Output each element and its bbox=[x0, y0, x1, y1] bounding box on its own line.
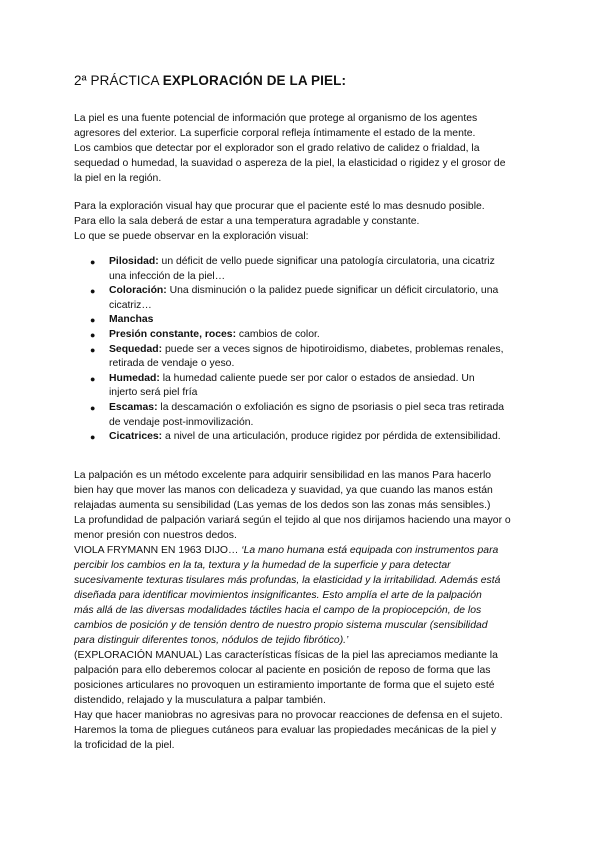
title-prefix: 2ª PRÁCTICA bbox=[74, 73, 163, 88]
bullet-icon: ● bbox=[90, 286, 96, 297]
bullet-icon: ● bbox=[90, 402, 96, 413]
bullet-term: Coloración: bbox=[109, 285, 167, 297]
bullet-icon: ● bbox=[90, 373, 96, 384]
bullet-text: puede ser a veces signos de hipotiroidismo, diabetes, problemas renales, bbox=[162, 343, 504, 355]
title-bold: EXPLORACIÓN DE LA PIEL: bbox=[162, 73, 347, 88]
list-item bbox=[90, 255, 530, 284]
list-item bbox=[90, 343, 530, 372]
list-item bbox=[90, 328, 530, 343]
bullet-text: la humedad caliente puede ser por calor o estados de ansiedad. Un bbox=[159, 372, 475, 384]
list-item bbox=[90, 372, 530, 401]
quote-text: cambios de posición y de tensión dentro de nuestro propio sistema muscular (sensibilidad bbox=[74, 620, 488, 631]
bullet-text: de vendaje post-inmovilización. bbox=[109, 416, 254, 428]
bullet-text: la descamación o exfoliación es signo de psoriasis o piel seca tras retirada bbox=[157, 401, 505, 413]
list-item bbox=[90, 313, 530, 328]
text-line: posiciones articulares no provoquen un estiramiento importante de forma que el sujeto esté bbox=[74, 680, 495, 691]
text-line: Para la exploración visual hay que procurar que el paciente esté lo mas desnudo posible. bbox=[74, 201, 485, 212]
list-item bbox=[90, 430, 530, 445]
text-line: la piel en la región. bbox=[74, 173, 162, 184]
text-line: palpación para ello deberemos colocar al paciente en posición de reposo de forma que las bbox=[74, 665, 491, 676]
bullet-term: Manchas bbox=[109, 314, 154, 326]
bullet-icon: ● bbox=[90, 315, 96, 326]
text-line: (EXPLORACIÓN MANUAL) Las características físicas de la piel las apreciamos mediante la bbox=[74, 650, 498, 661]
text-line: menor presión con nuestros dedos. bbox=[74, 530, 237, 541]
bullet-text: un déficit de vello puede significar una patología circulatoria, una cicatriz bbox=[158, 256, 495, 267]
bullet-term: Sequedad: bbox=[109, 343, 163, 355]
text-line: La palpación es un método excelente para adquirir sensibilidad en las manos Para hacerlo bbox=[74, 470, 492, 481]
quote-lead: VIOLA FRYMANN EN 1963 DIJO… bbox=[74, 545, 242, 556]
text-line: Hay que hacer maniobras no agresivas para no provocar reacciones de defensa en el sujeto. bbox=[74, 710, 503, 721]
text-line: relajadas aumenta su sensibilidad (Las yemas de los dedos son las zonas más sensibles.) bbox=[74, 500, 491, 511]
bullet-term: Presión constante, roces: bbox=[109, 328, 237, 340]
bullet-text: una infección de la piel… bbox=[109, 270, 226, 282]
bullet-text: a nivel de una articulación, produce rigidez por pérdida de extensibilidad. bbox=[162, 431, 501, 443]
bullet-text: cambios de color. bbox=[236, 328, 320, 340]
bullet-term: Pilosidad: bbox=[109, 256, 159, 267]
bullet-icon: ● bbox=[90, 329, 96, 340]
bullet-term: Escamas: bbox=[109, 401, 158, 413]
text-line: agresores del exterior. La superficie corporal refleja íntimamente el estado de la mente. bbox=[74, 128, 476, 139]
text-line: La piel es una fuente potencial de información que protege al organismo de los agentes bbox=[74, 113, 478, 124]
list-item bbox=[90, 284, 530, 313]
text-line: Para ello la sala deberá de estar a una temperatura agradable y constante. bbox=[74, 216, 420, 227]
bullet-icon: ● bbox=[90, 257, 96, 267]
quote-first-line bbox=[74, 543, 534, 558]
bullet-text: Una disminución o la palidez puede significar un déficit circulatorio, una bbox=[166, 285, 499, 297]
list-item bbox=[90, 401, 530, 430]
bullet-term: Humedad: bbox=[109, 372, 160, 384]
bullet-term: Cicatrices: bbox=[109, 431, 163, 443]
quote-text: más allá de las diversas modalidades táctiles hacia el campo de la propiocepción, de los bbox=[74, 605, 482, 616]
text-line: La profundidad de palpación variará según el tejido al que nos dirijamos haciendo una mayor o bbox=[74, 515, 511, 526]
text-line: la troficidad de la piel. bbox=[74, 740, 175, 751]
quote-text: sucesivamente texturas tisulares más profundas, la elasticidad y la irritabilidad. Además está bbox=[74, 575, 501, 586]
bullet-text: retirada de vendaje o yeso. bbox=[109, 358, 235, 370]
quote-text: ‘La mano humana está equipada con instrumentos para bbox=[241, 545, 499, 556]
quote-text: diseñada para identificar movimientos insignificantes. Esto amplía el arte de la palpación bbox=[74, 590, 482, 601]
bullet-text: injerto será piel fría bbox=[109, 387, 198, 399]
visual-paragraph bbox=[74, 199, 534, 244]
bullet-icon: ● bbox=[90, 344, 96, 355]
text-line: sequedad o humedad, la suavidad o aspereza de la piel, la elasticidad o rigidez y el grosor de bbox=[74, 158, 506, 169]
observation-list bbox=[90, 255, 530, 445]
quote-text: percibir los cambios en la ta, textura y la humedad de la superficie y para detectar bbox=[74, 560, 451, 571]
palpation-paragraph bbox=[74, 468, 534, 753]
bullet-icon: ● bbox=[90, 432, 96, 443]
text-line: distendido, relajado y la musculatura a palpar también. bbox=[74, 695, 326, 706]
page-title bbox=[74, 73, 346, 88]
quote-text: para distinguir diferentes tonos, nódulos de tejido fibrótico).’ bbox=[74, 635, 349, 646]
text-line: Los cambios que detectar por el explorador son el grado relativo de calidez o frialdad, la bbox=[74, 143, 480, 154]
bullet-text: cicatriz… bbox=[109, 299, 152, 311]
text-line: Lo que se puede observar en la exploración visual: bbox=[74, 231, 309, 242]
text-line: Haremos la toma de pliegues cutáneos para evaluar las propiedades mecánicas de la piel y bbox=[74, 725, 497, 736]
text-line: bien hay que mover las manos con delicadeza y suavidad, ya que cuando las manos están bbox=[74, 485, 493, 496]
intro-paragraph bbox=[74, 111, 534, 186]
